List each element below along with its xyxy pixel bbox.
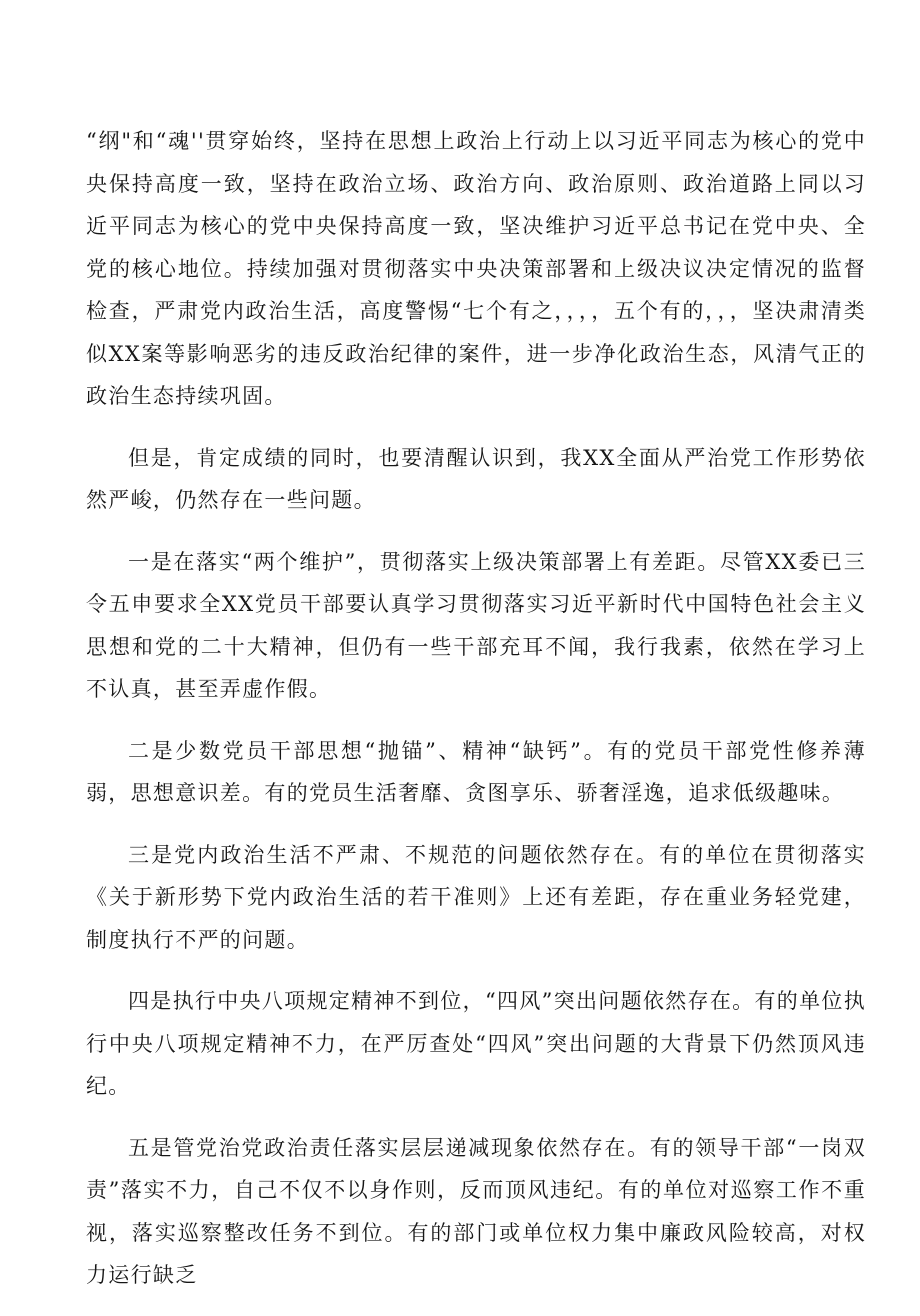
paragraph-6: 四是执行中央八项规定精神不到位，“四风”突出问题依然存在。有的单位执行中央八项规定精神不力，在严厉查处“四风”突出问题的大背景下仍然顶风违纪。 — [86, 989, 866, 1098]
paragraph-3: 一是在落实“两个维护”，贯彻落实上级决策部署上有差距。尽管XX委已三令五申要求全XX党员干部要认真学习贯彻落实习近平新时代中国特色社会主义思想和党的二十大精神，但仍有一些干部充耳不闻，我行我素，依然在学习上不认真，甚至弄虚作假。 — [86, 549, 866, 701]
paragraph-1: “纲"和“魂''贯穿始终，坚持在思想上政治上行动上以习近平同志为核心的党中央保持高度一致，坚持在政治立场、政治方向、政治原则、政治道路上同以习近平同志为核心的党中央保持高度一致，坚决维护习近平总书记在党中央、全党的核心地位。持续加强对贯彻落实中央决策部署和上级决议决定情况的监督检查，严肃党内政治生活，高度警惕“七个有之，，，，五个有的，，，坚决肃清类似XX案等影响恶劣的违反政治纪律的案件，进一步净化政治生态，风清气正的政治生态持续巩固。 — [86, 129, 866, 408]
paragraph-7: 五是管党治党政治责任落实层层递减现象依然存在。有的领导干部“一岗双责”落实不力，自己不仅不以身作则，反而顶风违纪。有的单位对巡察工作不重视，落实巡察整改任务不到位。有的部门或单位权力集中廉政风险较高，对权力运行缺乏 — [86, 1135, 866, 1287]
paragraph-4: 二是少数党员干部思想“抛锚”、精神“缺钙”。有的党员干部党性修养薄弱，思想意识差。有的党员生活奢靡、贪图享乐、骄奢淫逸，追求低级趣味。 — [86, 738, 866, 805]
paragraph-2: 但是，肯定成绩的同时，也要清醒认识到，我XX全面从严治党工作形势依然严峻，仍然存在一些问题。 — [86, 445, 866, 512]
document-body — [86, 120, 866, 1316]
paragraph-5: 三是党内政治生活不严肃、不规范的问题依然存在。有的单位在贯彻落实《关于新形势下党内政治生活的若干准则》上还有差距，存在重业务轻党建，制度执行不严的问题。 — [86, 842, 866, 952]
